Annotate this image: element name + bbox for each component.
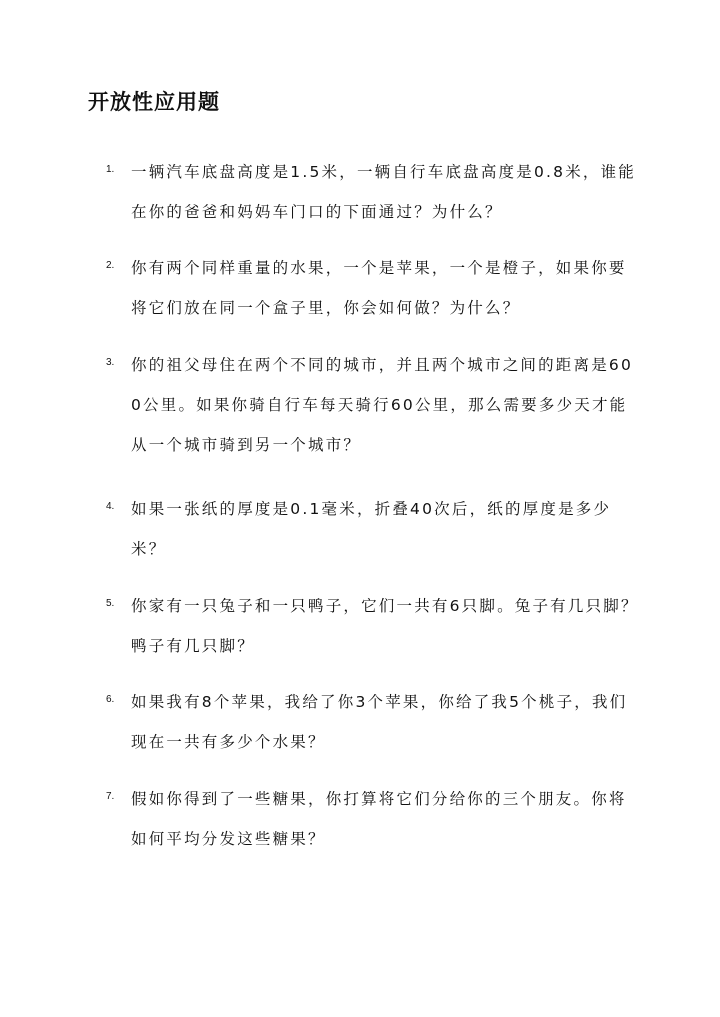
question-number: 1.: [106, 164, 115, 175]
question-number: 2.: [106, 260, 115, 271]
question-text: 你家有一只兔子和一只鸭子，它们一共有6只脚。兔子有几只脚？鸭子有几只脚？: [131, 597, 639, 655]
question-text: 如果一张纸的厚度是0.1毫米，折叠40次后，纸的厚度是多少米？: [131, 500, 612, 558]
question-number: 3.: [106, 357, 115, 368]
question-text: 如果我有8个苹果，我给了你3个苹果，你给了我5个桃子，我们现在一共有多少个水果？: [131, 693, 628, 751]
question-number: 7.: [106, 791, 115, 802]
question-text: 你有两个同样重量的水果，一个是苹果，一个是橙子，如果你要将它们放在同一个盒子里，你会如何做？为什么？: [131, 259, 627, 317]
question-number: 5.: [106, 598, 115, 609]
question-number: 6.: [106, 694, 115, 705]
question-text: 一辆汽车底盘高度是1.5米，一辆自行车底盘高度是0.8米，谁能在你的爸爸和妈妈车门口的下面通过？为什么？: [131, 163, 637, 221]
document-title: 开放性应用题: [88, 89, 220, 114]
question-text: 假如你得到了一些糖果，你打算将它们分给你的三个朋友。你将如何平均分发这些糖果？: [131, 790, 627, 848]
question-number: 4.: [106, 501, 115, 512]
question-text: 你的祖父母住在两个不同的城市，并且两个城市之间的距离是600公里。如果你骑自行车每天骑行60公里，那么需要多少天才能从一个城市骑到另一个城市？: [131, 356, 634, 454]
